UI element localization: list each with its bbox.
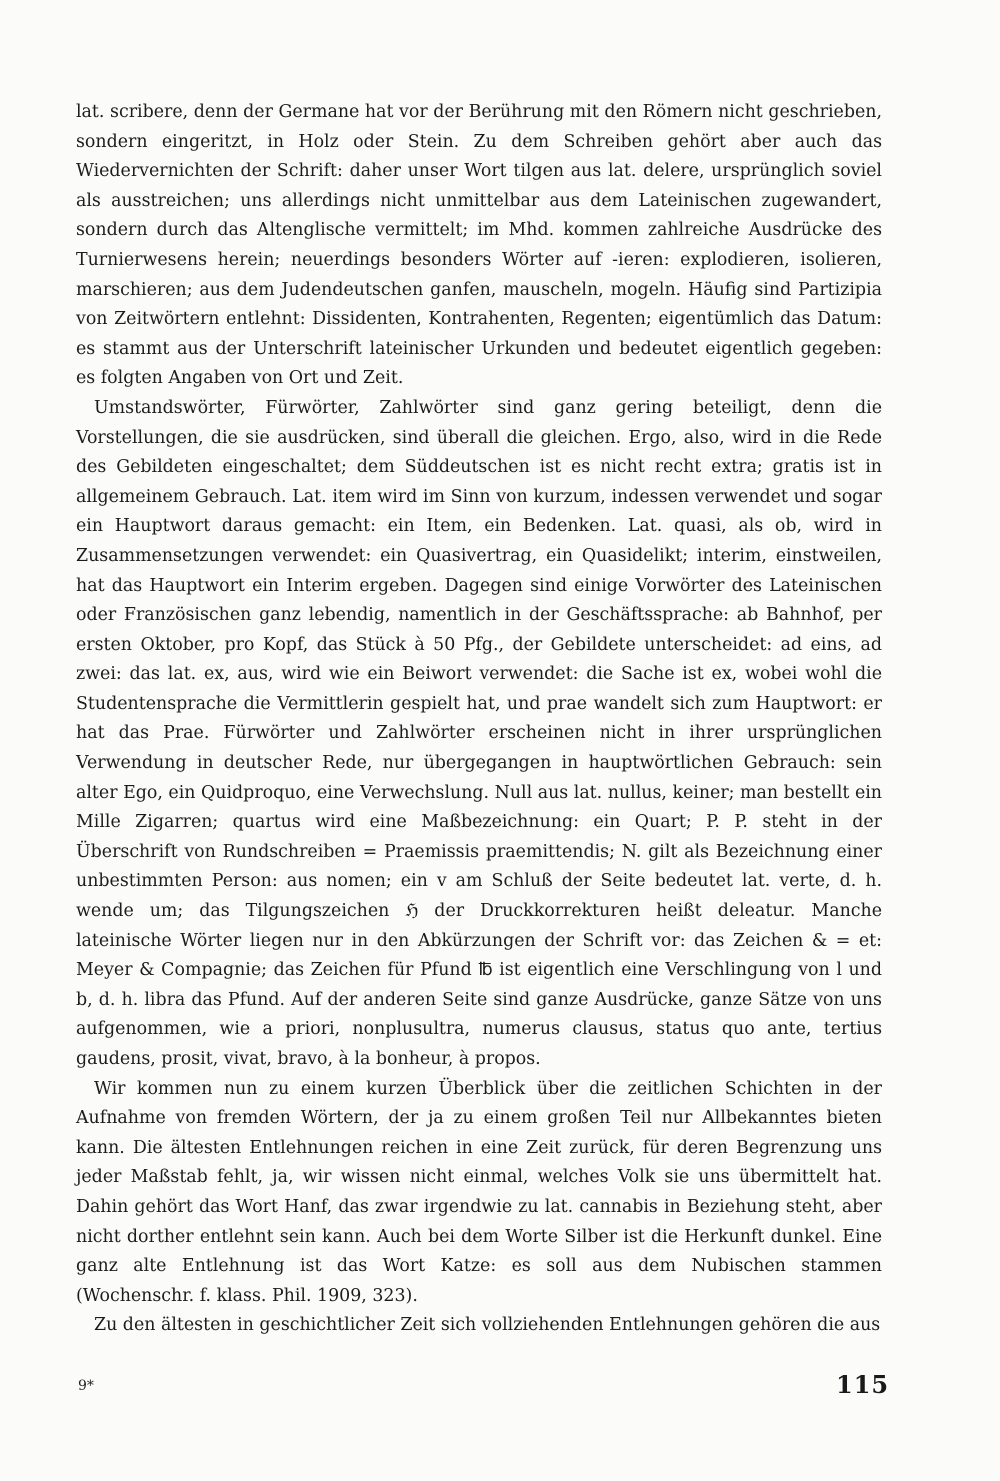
paragraph-2: Umstandswörter, Fürwörter, Zahlwörter sind ganz gering beteiligt, denn die Vorstellungen, die sie ausdrücken, sind überall die gleichen. Ergo, also, wird in die Rede des Gebildeten eingeschaltet; dem Süddeutschen ist es nicht recht extra; gratis ist in allgemeinem Gebrauch. Lat. item wird im Sinn von kurzum, indessen verwendet und sogar ein Hauptwort daraus gemacht: ein Item, ein Bedenken. Lat. quasi, als ob, wird in Zusammensetzungen verwendet: ein Quasivertrag, ein Quasidelikt; interim, einstweilen, hat das Hauptwort ein Interim ergeben. Dagegen sind einige Vorwörter des Lateinischen oder Französischen ganz lebendig, namentlich in der Geschäftssprache: ab Bahnhof, per ersten Oktober, pro Kopf, das Stück à 50 Pfg., der Gebildete unterscheidet: ad eins, ad zwei: das lat. ex, aus, wird wie ein Beiwort verwendet: die Sache ist ex, wobei wohl die Studentensprache die Vermittlerin gespielt hat, und prae wandelt sich zum Hauptwort: er hat das Prae. Fürwörter und Zahlwörter erscheinen nicht in ihrer ursprünglichen Verwendung in deutscher Rede, nur übergegangen in hauptwörtlichen Gebrauch: sein alter Ego, ein Quidproquo, eine Verwechslung. Null aus lat. nullus, keiner; man bestellt ein Mille Zigarren; quartus wird eine Maßbezeichnung: ein Quart; P. P. steht in der Überschrift von Rundschreiben = Praemissis praemittendis; N. gilt als Bezeichnung einer unbestimmten Person: aus nomen; ein v am Schluß der Seite bedeutet lat. verte, d. h. wende um; das Tilgungszeichen ℌ der Druckkorrekturen heißt deleatur. Manche lateinische Wörter liegen nur in den Abkürzungen der Schrift vor: das Zeichen & = et: Meyer & Compagnie; das Zeichen für Pfund ℔ ist eigentlich eine Verschlingung von l und b, d. h. libra das Pfund. Auf der anderen Seite sind ganze Ausdrücke, ganze Sätze von uns aufgenommen, wie a priori, nonplusultra, numerus clausus, status quo ante, tertius gaudens, prosit, vivat, bravo, à la bonheur, à propos. bbox=[76, 397, 882, 1069]
paragraph-4: Zu den ältesten in geschichtlicher Zeit sich vollziehenden Entlehnungen gehören die aus bbox=[94, 1315, 881, 1336]
body-text bbox=[76, 98, 882, 1341]
signature-mark: 9* bbox=[78, 1378, 94, 1394]
paragraph-3: Wir kommen nun zu einem kurzen Überblick über die zeitlichen Schichten in der Aufnahme von fremden Wörtern, der ja zu einem großen Teil nur Allbekanntes bieten kann. Die ältesten Entlehnungen reichen in eine Zeit zurück, für deren Begrenzung uns jeder Maßstab fehlt, ja, wir wissen nicht einmal, welches Volk sie uns übermittelt hat. Dahin gehört das Wort Hanf, das zwar irgendwie zu lat. cannabis in Beziehung steht, aber nicht dorther entlehnt sein kann. Auch bei dem Worte Silber ist die Herkunft dunkel. Eine ganz alte Entlehnung ist das Wort Katze: es soll aus dem Nubischen stammen (Wochenschr. f. klass. Phil. 1909, 323). bbox=[76, 1078, 882, 1306]
paragraph-1: lat. scribere, denn der Germane hat vor der Berührung mit den Römern nicht geschrieben, sondern eingeritzt, in Holz oder Stein. Zu dem Schreiben gehört aber auch das Wiedervernichten der Schrift: daher unser Wort tilgen aus lat. delere, ursprünglich soviel als ausstreichen; uns allerdings nicht unmittelbar aus dem Lateinischen zugewandert, sondern durch das Altenglische vermittelt; im Mhd. kommen zahlreiche Ausdrücke des Turnierwesens herein; neuerdings besonders Wörter auf -ieren: explodieren, isolieren, marschieren; aus dem Judendeutschen ganfen, mauscheln, mogeln. Häufig sind Partizipia von Zeitwörtern entlehnt: Dissidenten, Kontrahenten, Regenten; eigentümlich das Datum: es stammt aus der Unterschrift lateinischer Urkunden und bedeutet eigentlich gegeben: es folgten Angaben von Ort und Zeit. bbox=[76, 102, 882, 389]
page-number: 115 bbox=[836, 1370, 890, 1399]
